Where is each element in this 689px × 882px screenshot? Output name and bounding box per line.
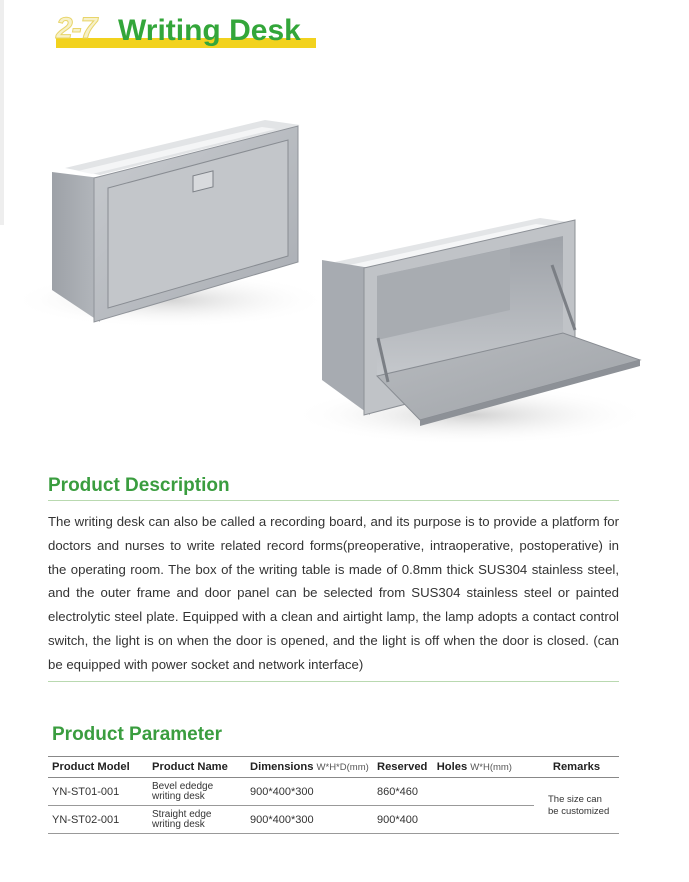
cell-model: YN-ST02-001	[48, 806, 148, 834]
table-row	[48, 778, 619, 806]
cell-name: Bevel ededge writing desk	[148, 778, 246, 806]
page-title: Writing Desk	[118, 14, 301, 47]
table-header-row	[48, 757, 619, 778]
product-description-text: The writing desk can also be called a recording board, and its purpose is to provide a platform for doctors and nurses to write related record forms(preoperative, intraoperative, postoperative) in the operating room. The box of the writing table is made of 0.8mm thick SUS304 stainless steel, and the outer frame and door panel can be selected from SUS304 stainless steel or painted electrolytic steel plate. Equipped with a clean and airtight lamp, the lamp adopts a contact control switch, the light is on when the door is opened, and the light is off when the door is closed. (can be equipped with power socket and network interface)	[48, 514, 619, 672]
cell-remarks: The size can be customized	[534, 778, 619, 834]
col-header-model: Product Model	[48, 757, 148, 778]
cell-reserved-holes: 900*400	[373, 806, 534, 834]
col-header-name: Product Name	[148, 757, 246, 778]
description-divider-top	[48, 500, 619, 501]
cell-name: Straight edge writing desk	[148, 806, 246, 834]
col-header-remarks: Remarks	[534, 757, 619, 778]
col-header-dimensions: Dimensions W*H*D(mm)	[246, 757, 373, 778]
product-parameter-heading: Product Parameter	[52, 724, 223, 745]
cell-model: YN-ST01-001	[48, 778, 148, 806]
product-description-heading: Product Description	[48, 475, 230, 496]
description-divider-bottom	[48, 681, 619, 682]
page-edge-line	[0, 0, 4, 225]
cell-dimensions: 900*400*300	[246, 778, 373, 806]
col-header-reserved-holes: Reserved Holes W*H(mm)	[373, 757, 534, 778]
section-number: 2-7	[56, 12, 97, 45]
cell-dimensions: 900*400*300	[246, 806, 373, 834]
parameter-table	[48, 756, 619, 834]
cell-reserved-holes: 860*460	[373, 778, 534, 806]
table-row	[48, 806, 619, 834]
